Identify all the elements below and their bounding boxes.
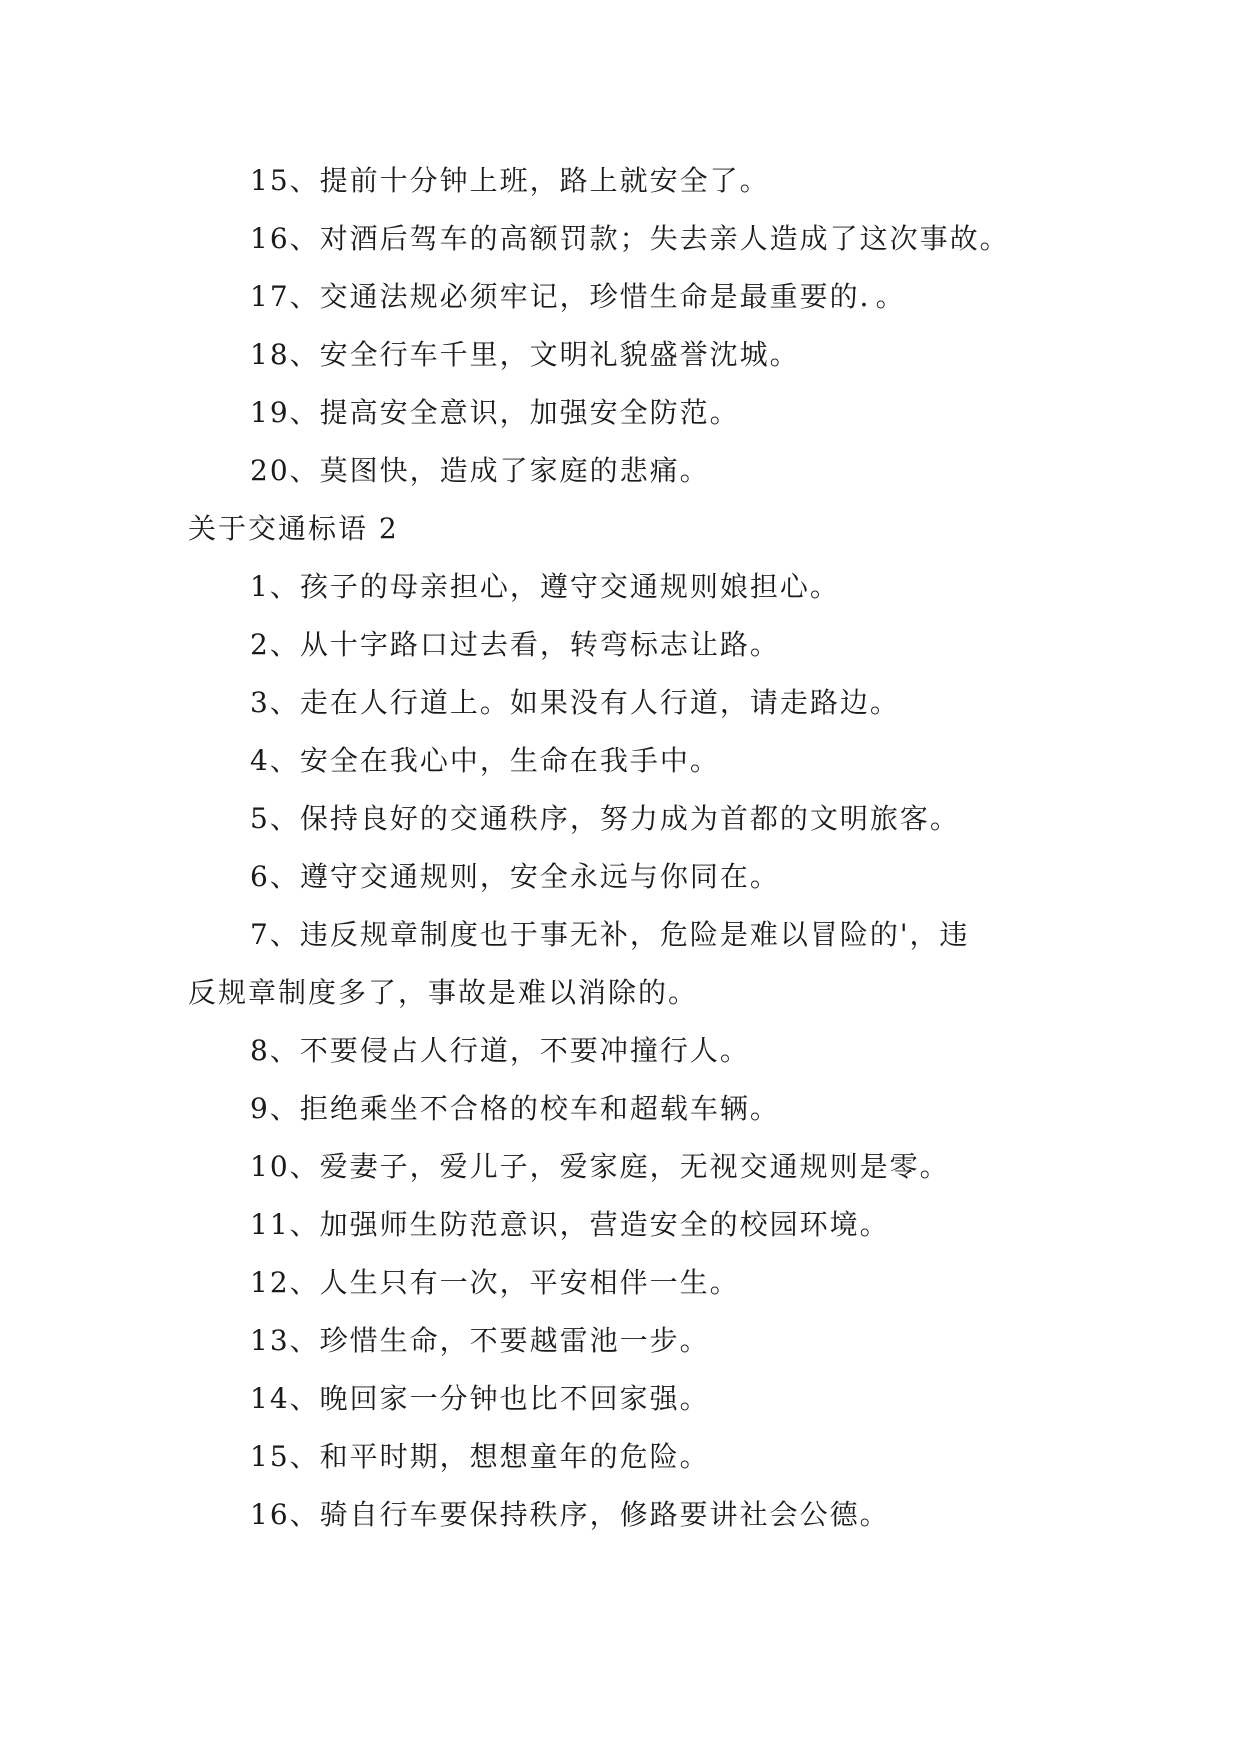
slogan-item-continuation: 反规章制度多了，事故是难以消除的。 — [188, 976, 699, 1009]
slogan-item: 12、人生只有一次，平安相伴一生。 — [250, 1266, 740, 1299]
slogan-item: 5、保持良好的交通秩序，努力成为首都的文明旅客。 — [250, 802, 960, 835]
slogan-item: 13、珍惜生命，不要越雷池一步。 — [250, 1324, 710, 1357]
slogan-item: 8、不要侵占人行道，不要冲撞行人。 — [250, 1034, 750, 1067]
slogan-item: 3、走在人行道上。如果没有人行道，请走路边。 — [250, 686, 900, 719]
slogan-item-first-line: 7、违反规章制度也于事无补，危险是难以冒险的'，违 — [250, 918, 970, 951]
slogan-item: 15、和平时期，想想童年的危险。 — [250, 1440, 710, 1473]
document-body — [188, 152, 1048, 1544]
slogan-item: 16、骑自行车要保持秩序，修路要讲社会公德。 — [250, 1498, 890, 1531]
slogan-item: 4、安全在我心中，生命在我手中。 — [250, 744, 720, 777]
slogan-item: 17、交通法规必须牢记，珍惜生命是最重要的．。 — [250, 280, 906, 313]
slogan-item: 18、安全行车千里，文明礼貌盛誉沈城。 — [250, 338, 800, 371]
slogan-item: 9、拒绝乘坐不合格的校车和超载车辆。 — [250, 1092, 780, 1125]
slogan-item: 11、加强师生防范意识，营造安全的校园环境。 — [250, 1208, 890, 1241]
slogan-item: 15、提前十分钟上班，路上就安全了。 — [250, 164, 770, 197]
section-heading: 关于交通标语 2 — [188, 512, 399, 545]
slogan-item: 2、从十字路口过去看，转弯标志让路。 — [250, 628, 780, 661]
slogan-item: 10、爱妻子，爱儿子，爱家庭，无视交通规则是零。 — [250, 1150, 950, 1183]
slogan-item: 14、晚回家一分钟也比不回家强。 — [250, 1382, 710, 1415]
slogan-item: 19、提高安全意识，加强安全防范。 — [250, 396, 740, 429]
slogan-item: 6、遵守交通规则，安全永远与你同在。 — [250, 860, 780, 893]
slogan-item: 1、孩子的母亲担心，遵守交通规则娘担心。 — [250, 570, 840, 603]
slogan-item: 16、对酒后驾车的高额罚款；失去亲人造成了这次事故。 — [250, 222, 1010, 255]
slogan-item: 20、莫图快，造成了家庭的悲痛。 — [250, 454, 710, 487]
